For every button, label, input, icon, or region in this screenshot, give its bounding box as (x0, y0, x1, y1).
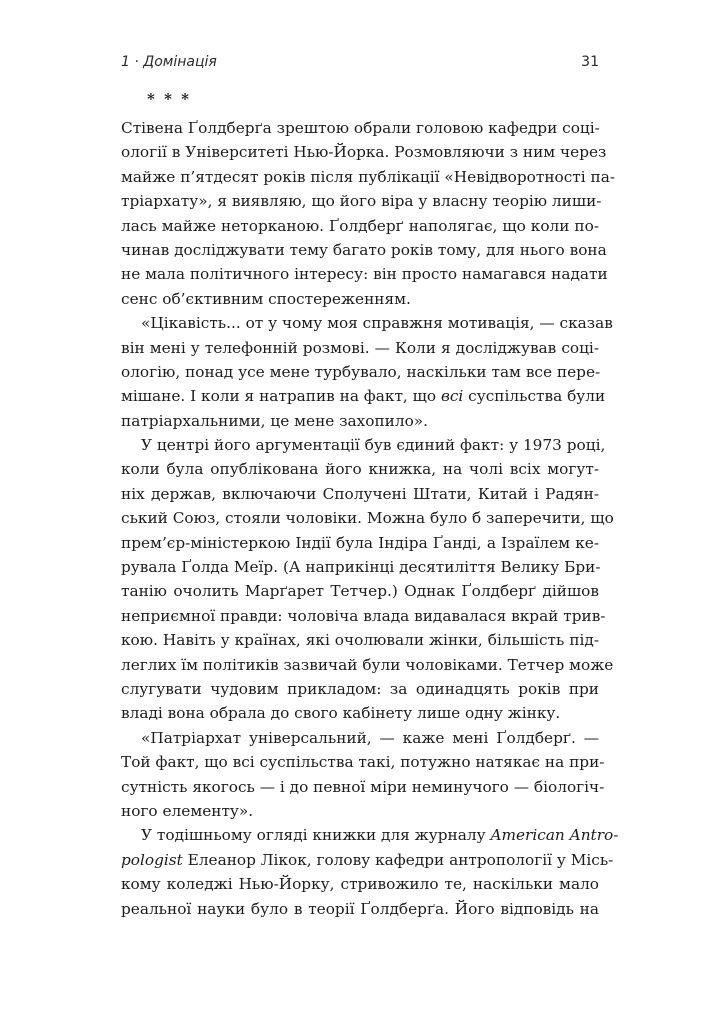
italic-text: всі (440, 387, 464, 406)
text-line: коли була опублікована його книжка, на чолі всіх могут- (121, 460, 599, 479)
text-line: він мені у телефонній розмові. — Коли я досліджував соці- (121, 338, 599, 357)
text-line: Стівена Ґолдберґа зрештою обрали головою кафедри соці- (121, 119, 600, 137)
text-line: ного елементу». (121, 801, 254, 820)
text-line: У тодішньому огляді книжки для журналу American Antro- (141, 826, 619, 845)
text-line: сутність якогось — і до певної міри неминучого — біологіч- (121, 777, 605, 796)
text-line: леглих їм політиків зазвичай були чоловіками. Тетчер може (121, 655, 614, 674)
text-line: ніх держав, включаючи Сполучені Штати, Китай і Радян- (121, 484, 599, 503)
text-line: Той факт, що всі суспільства такі, потужно натякає на при- (121, 753, 605, 772)
italic-text: pologist (121, 850, 183, 869)
italic-text: American Antro- (490, 826, 619, 845)
text-line: ології в Університеті Нью-Йорка. Розмовляючи з ним через (121, 143, 607, 162)
text-line: владі вона обрала до свого кабінету лише одну жінку. (121, 704, 561, 723)
text-line: слугувати чудовим прикладом: за одинадцять років при (121, 679, 599, 698)
text-line: «Цікавість... от у чому моя справжня мотивація, — сказав (141, 314, 613, 333)
text-line: неприємної правди: чоловіча влада видавалася вкрай трив- (121, 606, 606, 625)
text-line: прем’єр-міністеркою Індії була Індіра Ґанді, а Ізраїлем ке- (121, 533, 599, 552)
text-line: патріархальними, це мене захопило». (121, 411, 429, 430)
text-line: ологію, понад усе мене турбувало, наскільки там все пере- (121, 362, 601, 381)
text-line: танію очолить Марґарет Тетчер.) Однак Ґолдберґ дійшов (121, 582, 599, 601)
text-line: реальної науки було в теорії Ґолдберґа. Його відповідь на (121, 899, 599, 918)
section-break: * * * (147, 90, 191, 108)
text-line: кою. Навіть у країнах, які очолювали жінки, більшість під- (121, 631, 599, 650)
text-line: У центрі його аргументації був єдиний факт: у 1973 році, (141, 436, 606, 455)
text-line: мішане. І коли я натрапив на факт, що всі суспільства були (121, 387, 606, 406)
text-line: не мала політичного інтересу: він просто намагався надати (121, 265, 608, 284)
text-line: ський Союз, стояли чоловіки. Можна було б заперечити, що (121, 509, 614, 528)
text-line: «Патріархат універсальний, — каже мені Ґолдберґ. — (141, 728, 599, 747)
text-line: лась майже неторканою. Ґолдберґ наполягає, що коли по- (121, 216, 599, 235)
text-line: майже п’ятдесят років після публікації «Невідворотності па- (121, 167, 616, 186)
text-line: тріархату», я виявляю, що його віра у власну теорію лиши- (121, 192, 602, 211)
chapter-title: 1 · Домінація (121, 54, 217, 70)
text-line: чинав досліджувати тему багато років тому, для нього вона (121, 240, 607, 259)
text-line: pologist Елеанор Лікок, голову кафедри антропології у Місь- (121, 850, 614, 869)
text-line: сенс об’єктивним спостереженням. (121, 289, 411, 308)
text-line: кому коледжі Нью-Йорку, стривожило те, наскільки мало (121, 875, 599, 894)
text-line: рувала Ґолда Меїр. (А наприкінці десятиліття Велику Бри- (121, 558, 601, 577)
body-text (121, 116, 619, 921)
running-header (121, 54, 599, 74)
page-number: 31 (581, 54, 599, 70)
